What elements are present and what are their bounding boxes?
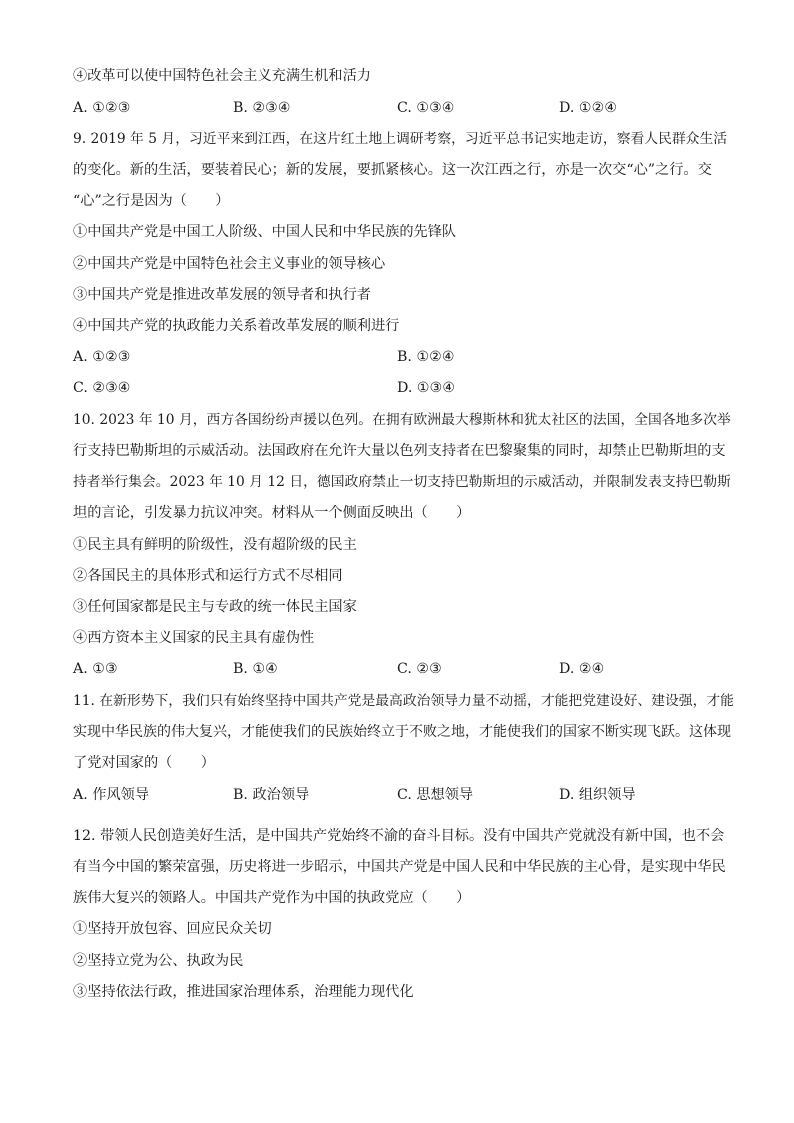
q12-stem-line-2: 有当今中国的繁荣富强，历史将进一步昭示，中国共产党是中国人民和中华民族的主心骨，是实现中华民 — [73, 859, 726, 875]
q9-statement-2: ②中国共产党是中国特色社会主义事业的领导核心 — [73, 256, 386, 272]
q9-options-row-2 — [73, 378, 753, 398]
q9-stem-line-1: 9. 2019 年 5 月，习近平来到江西，在这片红土地上调研考察，习近平总书记实地走访，察看人民群众生活 — [73, 131, 728, 147]
q11-options — [73, 785, 753, 805]
q10-stem-line-4: 坦的言论，引发暴力抗议冲突。材料从一个侧面反映出（ ） — [73, 505, 471, 521]
q11-option-c[interactable]: C. 思想领导 — [397, 787, 474, 803]
q11-option-b[interactable]: B. 政治领导 — [233, 787, 310, 803]
q9-option-c[interactable]: C. ②③④ — [73, 380, 131, 396]
q9-stem-line-3: “心”之行是因为（ ） — [73, 193, 230, 209]
q10-option-b[interactable]: B. ①④ — [233, 661, 278, 677]
q11-stem-line-2: 实现中华民族的伟大复兴，才能使我们的民族始终立于不败之地，才能使我们的国家不断实现飞跃。这体现 — [73, 724, 731, 740]
q9-statement-1: ①中国共产党是中国工人阶级、中国人民和中华民族的先锋队 — [73, 224, 457, 240]
q11-option-a[interactable]: A. 作风领导 — [73, 787, 150, 803]
q8-option-c[interactable]: C. ①③④ — [397, 100, 455, 116]
q12-statement-3: ③坚持依法行政，推进国家治理体系，治理能力现代化 — [73, 984, 414, 1000]
q9-stem-line-2: 的变化。新的生活，要装着民心；新的发展，要抓紧核心。这一次江西之行，亦是一次交“心”之行。交 — [73, 162, 712, 178]
q8-option-d[interactable]: D. ①②④ — [559, 100, 618, 116]
q10-statement-3: ③任何国家都是民主与专政的统一体民主国家 — [73, 599, 357, 615]
q8-option-a[interactable]: A. ①②③ — [73, 100, 131, 116]
q8-options — [73, 98, 753, 118]
q10-statement-4: ④西方资本主义国家的民主具有虚伪性 — [73, 630, 315, 646]
q10-stem-line-2: 行支持巴勒斯坦的示威活动。法国政府在允许大量以色列支持者在巴黎聚集的同时，却禁止巴勒斯坦的支 — [73, 443, 726, 459]
q9-options-row-1 — [73, 347, 753, 367]
q10-stem-line-3: 持者举行集会。2023 年 10 月 12 日，德国政府禁止一切支持巴勒斯坦的示威活动，并限制发表支持巴勒斯 — [73, 474, 731, 490]
q11-stem-line-1: 11. 在新形势下，我们只有始终坚持中国共产党是最高政治领导力量不动摇，才能把党建设好、建设强，才能 — [73, 693, 734, 709]
q10-statement-2: ②各国民主的具体形式和运行方式不尽相同 — [73, 568, 343, 584]
q10-option-d[interactable]: D. ②④ — [559, 661, 605, 677]
q8-statement-4: ④改革可以使中国特色社会主义充满生机和活力 — [73, 68, 371, 84]
q12-statement-1: ①坚持开放包容、回应民众关切 — [73, 921, 272, 937]
q9-option-d[interactable]: D. ①③④ — [397, 380, 456, 396]
q10-option-a[interactable]: A. ①③ — [73, 661, 118, 677]
q9-statement-3: ③中国共产党是推进改革发展的领导者和执行者 — [73, 287, 371, 303]
q10-options — [73, 659, 753, 679]
q9-option-a[interactable]: A. ①②③ — [73, 349, 131, 365]
q8-option-b[interactable]: B. ②③④ — [233, 100, 291, 116]
q12-stem-line-3: 族伟大复兴的领路人。中国共产党作为中国的执政党应（ ） — [73, 890, 471, 906]
q11-stem-line-3: 了党对国家的（ ） — [73, 755, 215, 771]
q10-statement-1: ①民主具有鲜明的阶级性，没有超阶级的民主 — [73, 537, 357, 553]
q12-stem-line-1: 12. 带领人民创造美好生活，是中国共产党始终不渝的奋斗目标。没有中国共产党就没有新中国，也不会 — [73, 828, 725, 844]
q12-statement-2: ②坚持立党为公、执政为民 — [73, 953, 244, 969]
q10-stem-line-1: 10. 2023 年 10 月，西方各国纷纷声援以色列。在拥有欧洲最大穆斯林和犹太社区的法国，全国各地多次举 — [73, 412, 731, 428]
q11-option-d[interactable]: D. 组织领导 — [559, 787, 636, 803]
q10-option-c[interactable]: C. ②③ — [397, 661, 442, 677]
q9-statement-4: ④中国共产党的执政能力关系着改革发展的顺利进行 — [73, 318, 400, 334]
q9-option-b[interactable]: B. ①②④ — [397, 349, 455, 365]
